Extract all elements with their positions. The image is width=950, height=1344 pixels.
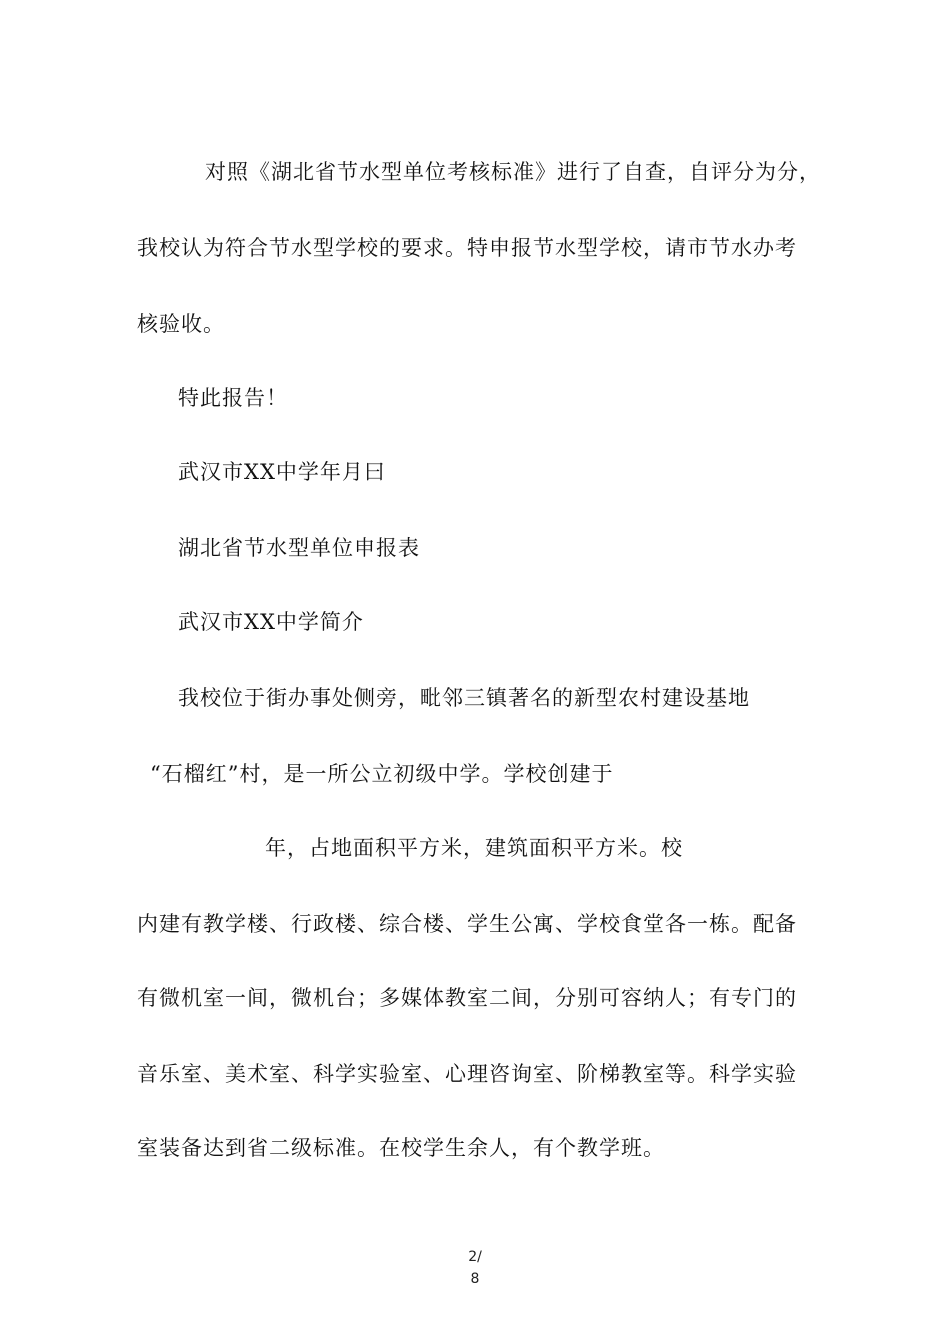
intro-line-6: 音乐室、美术室、科学实验室、心理咨询室、阶梯教室等。科学实验 (137, 1062, 797, 1086)
paragraph-line-1: 对照《湖北省节水型单位考核标准》进行了自查，自评分为分， (205, 160, 821, 184)
intro-line-5: 有微机室一间，微机台；多媒体教室二间，分别可容纳人；有专门的 (137, 986, 797, 1010)
paragraph-line-3: 核验收。 (137, 312, 225, 336)
signature-line: 武汉市XX中学年月曰 (178, 460, 386, 484)
form-title: 湖北省节水型单位申报表 (178, 536, 420, 560)
page-number-top: 2/ (468, 1249, 482, 1265)
closing-line: 特此报告！ (178, 386, 288, 410)
page-number-bottom: 8 (470, 1271, 480, 1287)
intro-line-2: “石榴红”村，是一所公立初级中学。学校创建于 (150, 762, 614, 786)
intro-line-7: 室装备达到省二级标准。在校学生余人，有个教学班。 (137, 1136, 665, 1160)
intro-line-1: 我校位于街办事处侧旁，毗邻三镇著名的新型农村建设基地 (178, 686, 750, 710)
section-title: 武汉市XX中学简介 (178, 610, 364, 634)
intro-line-3: 年，占地面积平方米，建筑面积平方米。校 (265, 836, 683, 860)
paragraph-line-2: 我校认为符合节水型学校的要求。特申报节水型学校，请市节水办考 (137, 236, 797, 260)
intro-line-4: 内建有教学楼、行政楼、综合楼、学生公寓、学校食堂各一栋。配备 (137, 912, 797, 936)
